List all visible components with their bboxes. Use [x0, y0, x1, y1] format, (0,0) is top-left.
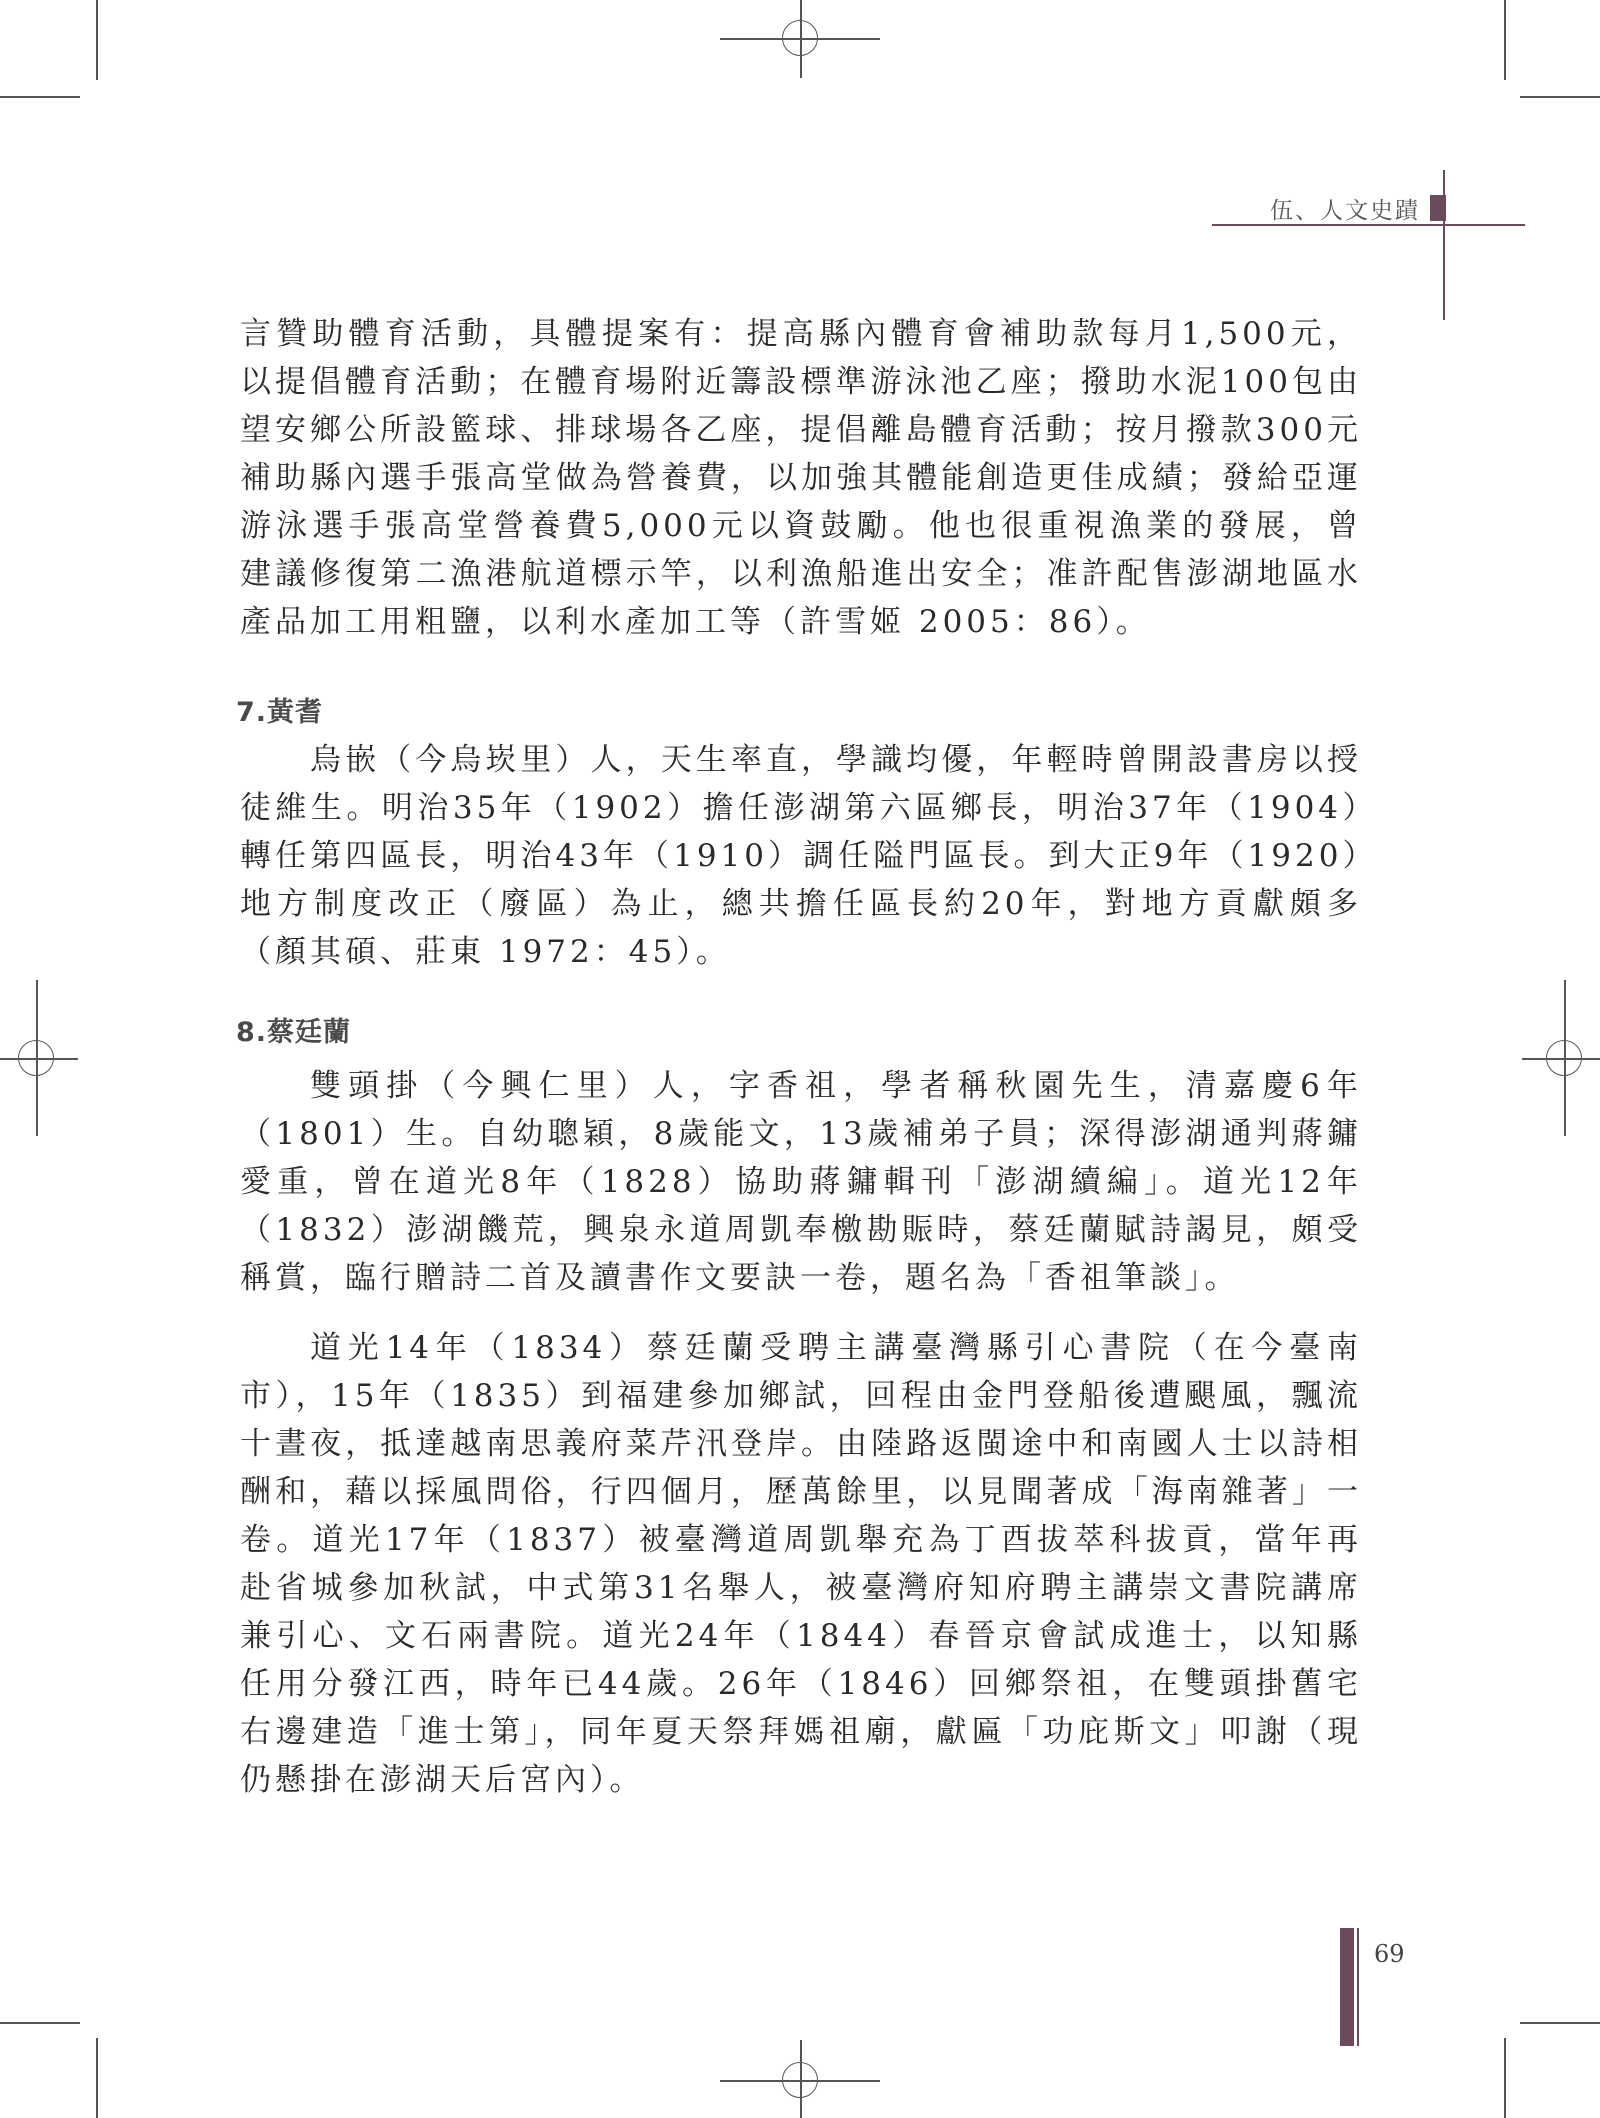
header-accent-block: [1430, 195, 1446, 221]
paragraph-continued: 言贊助體育活動，具體提案有：提高縣內體育會補助款每月1,500元，以提倡體育活動；在體育場附近籌設標準游泳池乙座；撥助水泥100包由望安鄉公所設籃球、排球場各乙座，提倡離島體育活動；按月撥款300元補助縣內選手張高堂做為營養費，以加強其體能創造更佳成績；發給亞運游泳選手張高堂營養費5,000元以資鼓勵。他也很重視漁業的發展，曾建議修復第二漁港航道標示竿，以利漁船進出安全；准許配售澎湖地區水產品加工用粗鹽，以利水產加工等（許雪姬 2005：86）。: [240, 316, 1362, 640]
footer-accent-bar: [1340, 1928, 1354, 2046]
crop-mark-top-left-h: [0, 96, 80, 98]
paragraph-huang-qi: 烏嵌（今烏崁里）人，天生率直，學識均優，年輕時曾開設書房以授徒維生。明治35年（1902）擔任澎湖第六區鄉長，明治37年（1904）轉任第四區長，明治43年（1910）調任隘門區長。到大正9年（1920）地方制度改正（廢區）為止，總共擔任區長約20年，對地方貢獻頗多（顏其碩、莊東 1972：45）。: [240, 742, 1362, 970]
crop-mark-top-right-h: [1520, 96, 1600, 98]
footer-accent-line: [1357, 1928, 1359, 2046]
running-header: 伍、人文史蹟: [1270, 198, 1420, 224]
crop-mark-bottom-left-v: [96, 2038, 98, 2118]
crop-mark-bottom-right-v: [1504, 2038, 1506, 2118]
section-heading-7: 7.黃耆: [236, 697, 324, 728]
header-vertical-rule: [1443, 170, 1445, 320]
paragraph-cai-tinglan-2: 道光14年（1834）蔡廷蘭受聘主講臺灣縣引心書院（在今臺南市），15年（1835）到福建參加鄉試，回程由金門登船後遭颶風，飄流十晝夜，抵達越南思義府菜芹汛登岸。由陸路返閩途中和南國人士以詩相酬和，藉以採風問俗，行四個月，歷萬餘里，以見聞著成「海南雜著」一卷。道光17年（1837）被臺灣道周凱舉充為丁酉拔萃科拔貢，當年再赴省城參加秋試，中式第31名舉人，被臺灣府知府聘主講崇文書院講席兼引心、文石兩書院。道光24年（1844）春晉京會試成進士，以知縣任用分發江西，時年已44歲。26年（1846）回鄉祭祖，在雙頭掛舊宅右邊建造「進士第」，同年夏天祭拜媽祖廟，獻匾「功庇斯文」叩謝（現仍懸掛在澎湖天后宮內）。: [240, 1330, 1362, 1798]
page-number: 69: [1374, 1940, 1405, 1968]
paragraph-cai-tinglan-1: 雙頭掛（今興仁里）人，字香祖，學者稱秋園先生，清嘉慶6年（1801）生。自幼聰穎，8歲能文，13歲補弟子員；深得澎湖通判蔣鏞愛重，曾在道光8年（1828）協助蔣鏞輯刊「澎湖續編」。道光12年（1832）澎湖饑荒，興泉永道周凱奉檄勘賑時，蔡廷蘭賦詩謁見，頗受稱賞，臨行贈詩二首及讀書作文要訣一卷，題名為「香祖筆談」。: [240, 1068, 1362, 1296]
header-rule: [1212, 224, 1525, 226]
crop-mark-top-left-v: [96, 0, 98, 80]
crop-mark-bottom-right-h: [1520, 2022, 1600, 2024]
section-heading-8: 8.蔡廷蘭: [236, 1017, 352, 1048]
crop-mark-bottom-left-h: [0, 2022, 80, 2024]
crop-mark-top-right-v: [1504, 0, 1506, 80]
